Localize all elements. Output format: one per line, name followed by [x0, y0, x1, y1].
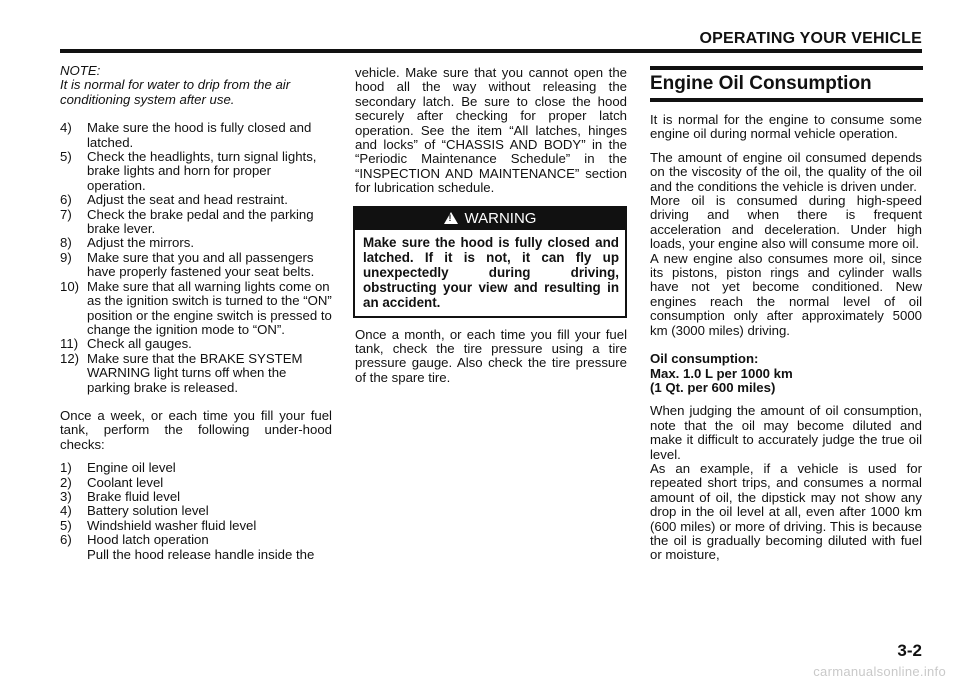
section-rule-bottom — [650, 98, 923, 102]
list-item: 2) Coolant level — [60, 474, 164, 490]
list-item: 5) Windshield washer fluid level — [60, 517, 257, 533]
column-right — [650, 66, 922, 563]
page-number: 3-2 — [897, 641, 922, 660]
hood-check-continuation: vehicle. Make sure that you cannot open the hood all the way without releasing the secondary latch. Be sure to close the hood securely after checking for proper latch operation. See the item “All latches, hinges and locks” of “CHASSIS AND BODY” in the “Periodic Maintenance Schedule” in the “INSPECTION AND MAINTENANCE” section for lubrication schedule. — [355, 65, 627, 196]
list-item: 7) Check the brake pedal and the parking brake lever. — [60, 206, 314, 237]
list-item: 6) Hood latch operation Pull the hood release handle inside the — [60, 532, 315, 562]
paragraph: More oil is consumed during high-speed driving and when there is frequent acceleration and deceleration. Under high loads, your engine also will consume more oil. — [650, 193, 922, 252]
list-item: 4) Battery solution level — [60, 503, 209, 519]
warning-label: WARNING — [464, 209, 537, 227]
note-text: It is normal for water to drip from the air conditioning system after use. — [60, 77, 291, 107]
check-sub-text: Pull the hood release handle inside the — [87, 546, 315, 562]
warning-header — [355, 208, 625, 230]
spec-alt-value: (1 Qt. per 600 miles) — [650, 379, 776, 395]
list-item: 1) Engine oil level — [60, 460, 176, 476]
weekly-check-intro: Once a week, or each time you fill your fuel tank, perform the following under-hood checks: — [60, 407, 332, 452]
spec-value: Max. 1.0 L per 1000 km — [650, 365, 793, 381]
list-item: 3) Brake fluid level — [60, 488, 181, 504]
list-item: 4) Make sure the hood is fully closed and latched. — [60, 120, 312, 150]
list-item: 12) Make sure that the BRAKE SYSTEM WARNING light turns off when the parking brake is released. — [60, 350, 303, 395]
list-item: 6) Adjust the seat and head restraint. — [60, 192, 288, 208]
spec-label: Oil consumption: — [650, 351, 759, 367]
paragraph: A new engine also consumes more oil, since its pistons, piston rings and cylinder walls have not yet become conditioned. New engines reach the normal level of oil consumption only after approximately 5000 km (3000 miles) driving. — [650, 250, 922, 338]
list-item: 10) Make sure that all warning lights come on as the ignition switch is turned to the “ON” position or the engine switch is pressed to change the ignition mode to “ON”. — [60, 278, 332, 337]
paragraph: When judging the amount of oil consumption, note that the oil may become diluted and make it difficult to accurately judge the true oil level. — [650, 403, 922, 462]
list-item: 9) Make sure that you and all passengers have properly fastened your seat belts. — [60, 249, 315, 280]
tire-pressure-paragraph: Once a month, or each time you fill your fuel tank, check the tire pressure using a tire pressure gauge. Also check the tire pressure of the spare tire. — [355, 326, 627, 385]
warning-triangle-icon — [444, 212, 458, 224]
column-middle — [355, 66, 627, 385]
paragraph: As an example, if a vehicle is used for repeated short trips, and consumes a normal amount of oil, the dipstick may not show any drop in the oil level at all, even after 1000 km (600 miles) or more of driving. This is because the oil is gradually becoming diluted with fuel or moisture, — [650, 460, 922, 563]
section-rule-top — [650, 66, 923, 70]
startup-steps-list — [60, 121, 332, 395]
section-title: Engine Oil Consumption — [650, 73, 872, 94]
watermark: carmanualsonline.info — [813, 664, 946, 679]
running-header: OPERATING YOUR VEHICLE — [699, 30, 922, 47]
warning-box — [353, 206, 627, 318]
paragraph: It is normal for the engine to consume some engine oil during normal vehicle operation. — [650, 112, 922, 142]
header-rule — [60, 49, 922, 53]
warning-text: Make sure the hood is fully closed and latched. If it is not, it can fly up unexpectedly during driving, obstructing your view and resulting in an accident. — [363, 234, 619, 311]
underhood-checks-list — [60, 461, 332, 562]
paragraph: The amount of engine oil consumed depends on the viscosity of the oil, the quality of the oil and the conditions the vehicle is driven under. — [650, 149, 922, 194]
list-item: 11) Check all gauges. — [60, 336, 192, 352]
note-title: NOTE: — [60, 63, 101, 78]
list-item: 8) Adjust the mirrors. — [60, 235, 194, 251]
list-item: 5) Check the headlights, turn signal lights, brake lights and horn for proper operation. — [60, 149, 317, 193]
column-left — [60, 64, 332, 562]
